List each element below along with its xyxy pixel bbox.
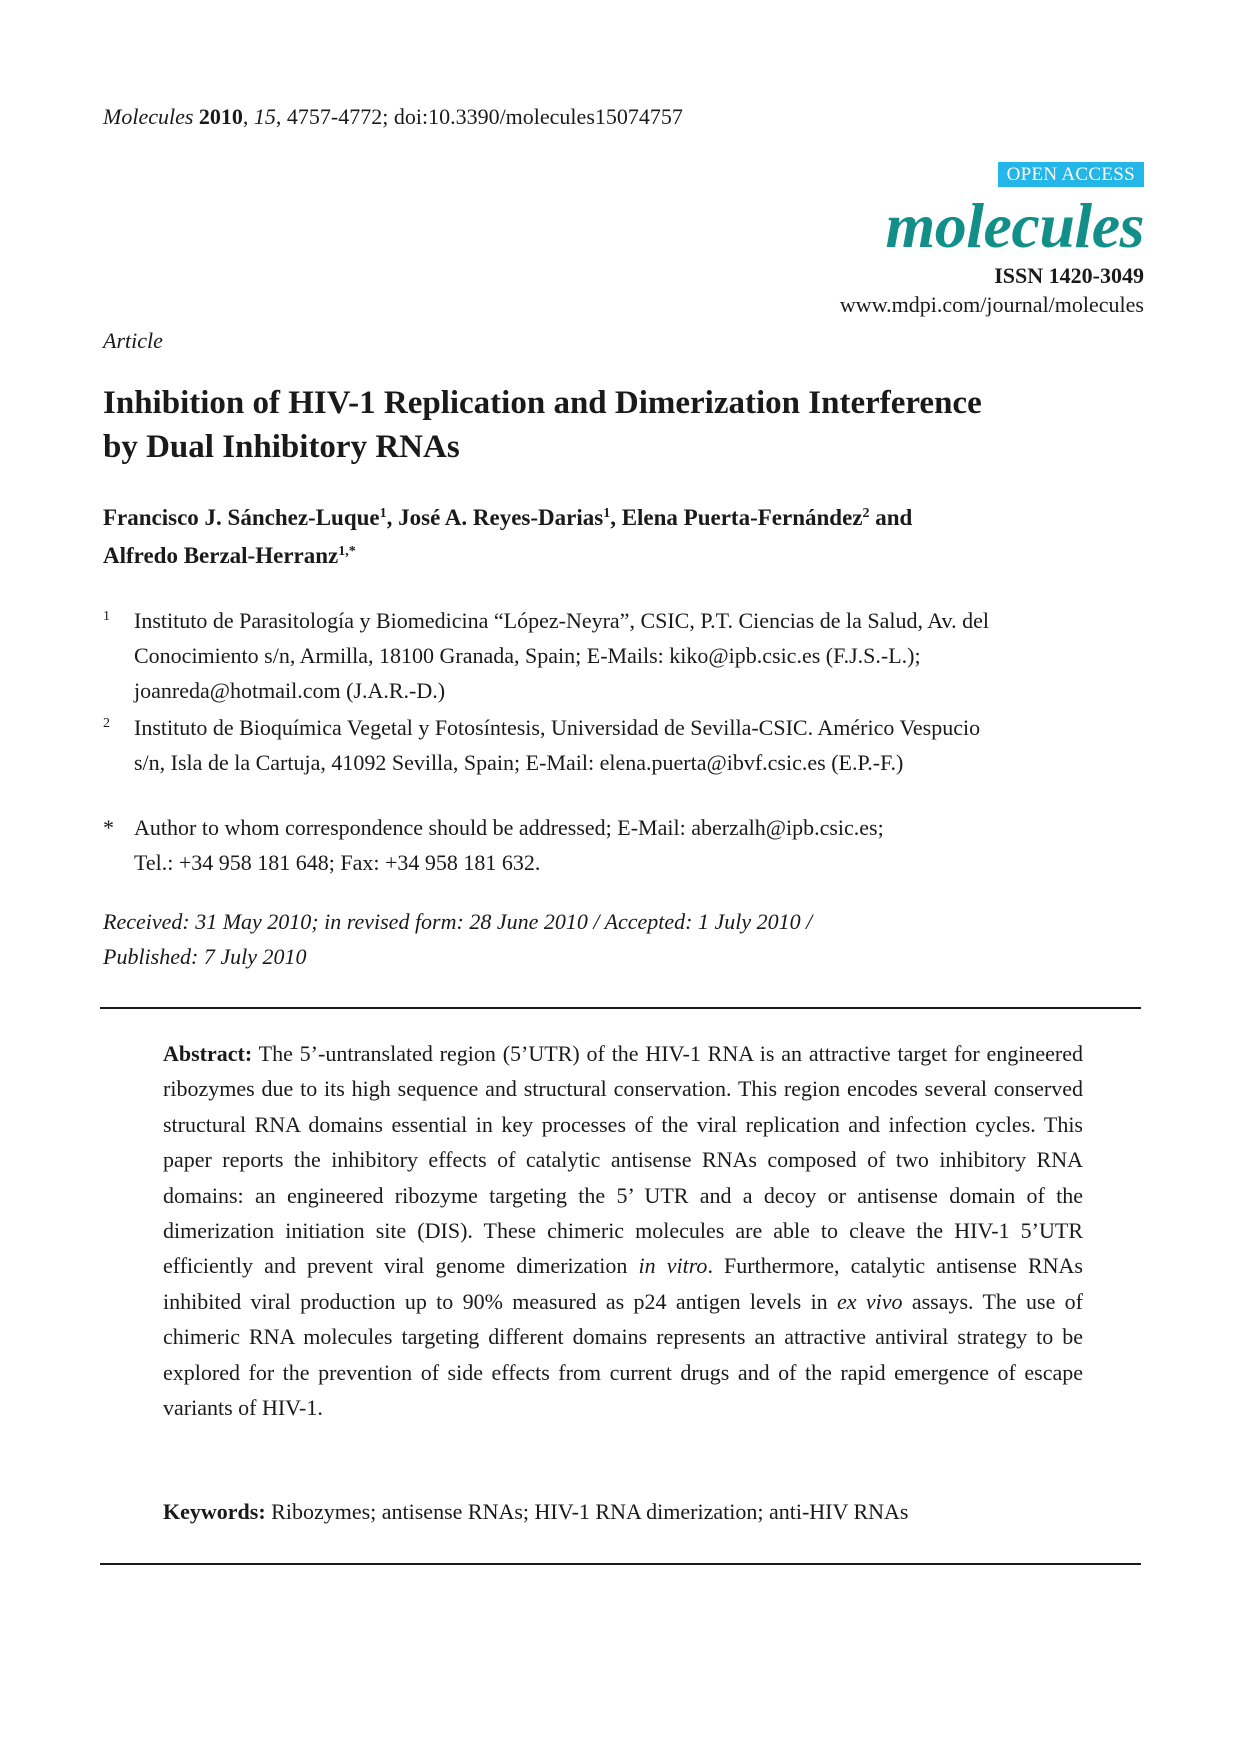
affiliation-line: Instituto de Bioquímica Vegetal y Fotosíntesis, Universidad de Sevilla-CSIC. Américo Vespucio <box>134 715 981 740</box>
keywords-text: Ribozymes; antisense RNAs; HIV-1 RNA dimerization; anti-HIV RNAs <box>265 1499 909 1524</box>
author-name: Francisco J. Sánchez-Luque <box>103 505 380 530</box>
article-type: Article <box>103 328 163 353</box>
issn: ISSN 1420-3049 <box>994 263 1144 288</box>
citation-line: Molecules 2010, 15, 4757-4772; doi:10.3390/molecules15074757 <box>103 104 683 129</box>
author-name: Elena Puerta-Fernández <box>621 505 863 530</box>
divider-rule <box>100 1563 1141 1565</box>
author-name: Alfredo Berzal-Herranz <box>103 543 339 568</box>
citation-volume: 15 <box>253 104 276 129</box>
history-line: Received: 31 May 2010; in revised form: 28 June 2010 / Accepted: 1 July 2010 / <box>103 909 813 934</box>
affiliation <box>103 710 1143 780</box>
keywords <box>163 1494 1083 1529</box>
author-affiliation-mark: 1 <box>379 506 387 521</box>
abstract-text: The 5’-untranslated region (5’UTR) of the HIV-1 RNA is an attractive target for engineered ribozymes due to its high sequence and structural conservation. This region encodes several conserved structural RNA domains essential in key processes of the viral replication and infection cycles. This paper reports the inhibitory effects of catalytic antisense RNAs composed of two inhibitory RNA domains: an engineered ribozyme targeting the 5’ UTR and a decoy or antisense domain of the dimerization initiation site (DIS). These chimeric molecules are able to cleave the HIV-1 5’UTR efficiently and prevent viral genome dimerization <box>163 1041 1083 1279</box>
divider-rule <box>100 1007 1141 1009</box>
journal-logo: molecules <box>885 190 1144 261</box>
affiliation-line: Conocimiento s/n, Armilla, 18100 Granada, Spain; E-Mails: kiko@ipb.csic.es (F.J.S.-L.); <box>134 643 921 668</box>
abstract-italic-term: in vitro <box>638 1253 708 1279</box>
author-affiliation-mark: 1 <box>603 506 611 521</box>
citation-journal: Molecules <box>103 104 194 129</box>
citation-year: 2010 <box>198 104 243 129</box>
affiliation-mark: 1 <box>103 609 110 624</box>
article-title-line: by Dual Inhibitory RNAs <box>103 429 460 465</box>
author-and: and <box>869 505 913 530</box>
affiliation-line: s/n, Isla de la Cartuja, 41092 Sevilla, Spain; E-Mail: elena.puerta@ibvf.csic.es (E.P.-F.) <box>134 750 904 775</box>
affiliation <box>103 603 1143 708</box>
history-line: Published: 7 July 2010 <box>103 944 307 969</box>
author-affiliation-mark: 2 <box>862 506 870 521</box>
article-title-line: Inhibition of HIV-1 Replication and Dimerization Interference <box>103 385 982 421</box>
abstract <box>163 1036 1083 1425</box>
author-name: José A. Reyes-Darias <box>398 505 604 530</box>
article-title <box>103 381 1143 469</box>
author-separator: , <box>610 505 622 530</box>
open-access-badge: OPEN ACCESS <box>998 162 1144 187</box>
correspondence <box>103 810 1143 880</box>
abstract-text: . Furthermore, catalytic antisense RNAs inhibited viral production up to 90% measured as p24 antigen levels in <box>163 1253 1083 1314</box>
correspondence-line: Author to whom correspondence should be addressed; E-Mail: aberzalh@ipb.csic.es; <box>134 815 884 840</box>
citation-rest: , 4757-4772; doi:10.3390/molecules15074757 <box>275 104 683 129</box>
abstract-label: Abstract: <box>163 1041 253 1066</box>
affiliation-line: Instituto de Parasitología y Biomedicina “López-Neyra”, CSIC, P.T. Ciencias de la Salud, Av. del <box>134 608 989 633</box>
abstract-text: assays. The use of chimeric RNA molecules targeting different domains represents an attractive antiviral strategy to be explored for the prevention of side effects from current drugs and of the rapid emergence of escape variants of HIV-1. <box>163 1288 1083 1421</box>
abstract-italic-term: ex vivo <box>837 1288 903 1314</box>
affiliation-mark: 2 <box>103 716 110 731</box>
author-affiliation-mark: 1,* <box>338 544 356 559</box>
affiliation-line: joanreda@hotmail.com (J.A.R.-D.) <box>134 678 446 703</box>
publication-history <box>103 904 1143 974</box>
author-separator: , <box>386 505 399 530</box>
correspondence-line: Tel.: +34 958 181 648; Fax: +34 958 181 632. <box>134 850 541 875</box>
journal-url[interactable]: www.mdpi.com/journal/molecules <box>839 292 1144 317</box>
author-list <box>103 497 1143 573</box>
correspondence-mark: * <box>103 815 114 840</box>
keywords-label: Keywords: <box>163 1499 266 1524</box>
